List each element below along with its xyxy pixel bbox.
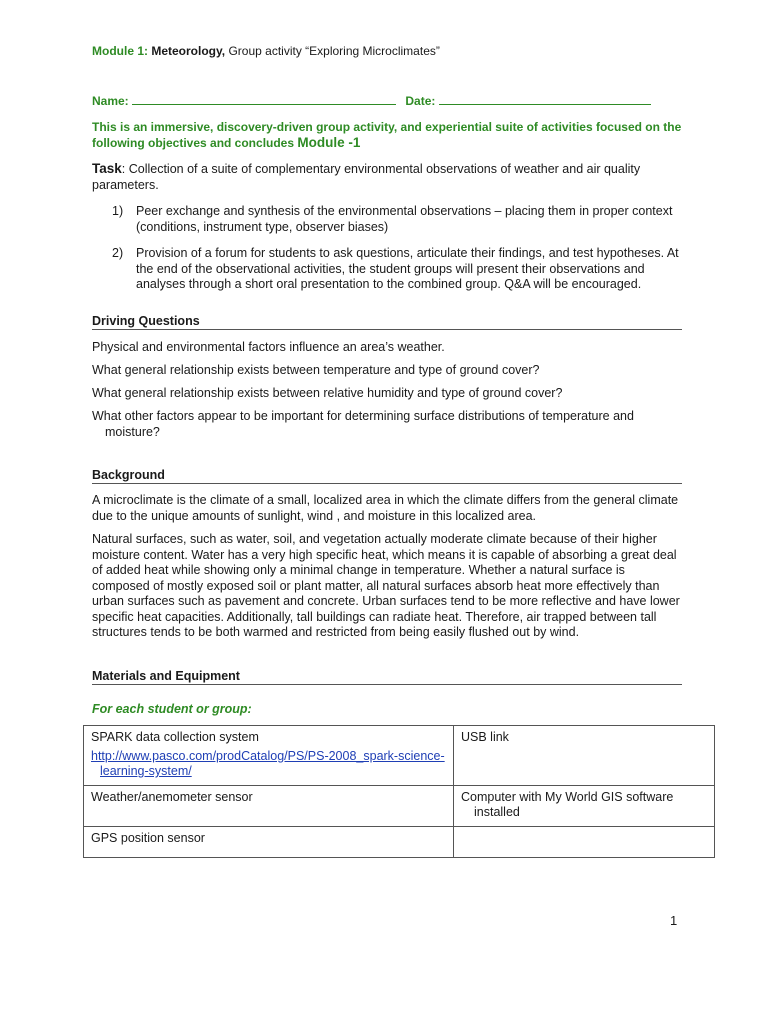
product-link-wrap [91, 749, 446, 780]
background-paragraph-2: Natural surfaces, such as water, soil, and vegetation actually moderate climate because of their higher moisture content. Water has a very high specific heat, which means it is capable of absorbing a great deal of added heat while showing only a minimal change in temperature. Whether a natural surface is composed of mostly exposed soil or plant matter, all natural surfaces absorb heat more effectively than urban surfaces such as pavement and concrete. Urban surfaces tend to be more reflective and have lower specific heat capacities. Additionally, tall buildings can radiate heat. Therefore, air trapped between tall structures tends to be both warmed and restricted from being easily flushed out by wind. [92, 532, 680, 639]
product-link[interactable]: http://www.pasco.com/prodCatalog/PS/PS-2008_spark-science-learning-system/ [91, 748, 445, 778]
intro-paragraph [92, 120, 692, 151]
task-item-text: Provision of a forum for students to ask questions, articulate their findings, and test hypotheses. At the end of the observational activities, the student groups will present their observations and analyses through a short oral presentation to the combined group. Q&A will be encouraged. [136, 246, 679, 291]
task-text: : Collection of a suite of complementary environmental observations of weather and air quality parameters. [92, 162, 641, 192]
task-item-number: 2) [112, 246, 124, 260]
table-row [84, 785, 715, 826]
intro-module: Module -1 [297, 135, 361, 150]
activity-title: Group activity “Exploring Microclimates” [228, 44, 440, 58]
table-cell: Computer with My World GIS software installed [454, 785, 715, 826]
table-cell [454, 826, 715, 857]
table-row [84, 726, 715, 786]
table-cell [84, 726, 454, 786]
background-paragraph-1: A microclimate is the climate of a small, localized area in which the climate differs from the general climate due to the unique amounts of sunlight, wind , and moisture in this localized area. [92, 493, 679, 523]
intro-text: This is an immersive, discovery-driven group activity, and experiential suite of activities focused on the following objectives and concludes [92, 120, 682, 150]
materials-subheading: For each student or group: [92, 702, 252, 716]
task-item [112, 204, 692, 235]
task-item [112, 246, 692, 293]
driving-line: What general relationship exists between relative humidity and type of ground cover? [92, 386, 563, 400]
driving-line: What general relationship exists between temperature and type of ground cover? [92, 363, 540, 377]
page-number: 1 [670, 913, 678, 928]
background-heading: Background [92, 468, 682, 484]
table-cell: GPS position sensor [84, 826, 454, 857]
module-header [92, 44, 440, 58]
task-paragraph [92, 161, 692, 193]
name-label: Name: [92, 94, 129, 108]
name-date-line [92, 94, 651, 108]
driving-line: What other factors appear to be important for determining surface distributions of temperature and moisture? [92, 409, 634, 439]
task-item-text: Peer exchange and synthesis of the environmental observations – placing them in proper context (conditions, instrument type, observer biases) [136, 204, 673, 234]
table-cell: Weather/anemometer sensor [84, 785, 454, 826]
equipment-name: SPARK data collection system [91, 730, 259, 744]
date-label: Date: [405, 94, 436, 108]
module-label: Module 1: [92, 44, 148, 58]
driving-questions-heading: Driving Questions [92, 314, 682, 330]
name-field[interactable] [132, 94, 396, 105]
module-topic: Meteorology, [151, 44, 226, 58]
table-row [84, 826, 715, 857]
equipment-table [83, 725, 715, 858]
materials-heading: Materials and Equipment [92, 669, 682, 685]
date-field[interactable] [439, 94, 651, 105]
table-cell: USB link [454, 726, 715, 786]
task-label: Task [92, 161, 122, 176]
task-item-number: 1) [112, 204, 124, 218]
driving-line: Physical and environmental factors influence an area’s weather. [92, 340, 445, 354]
